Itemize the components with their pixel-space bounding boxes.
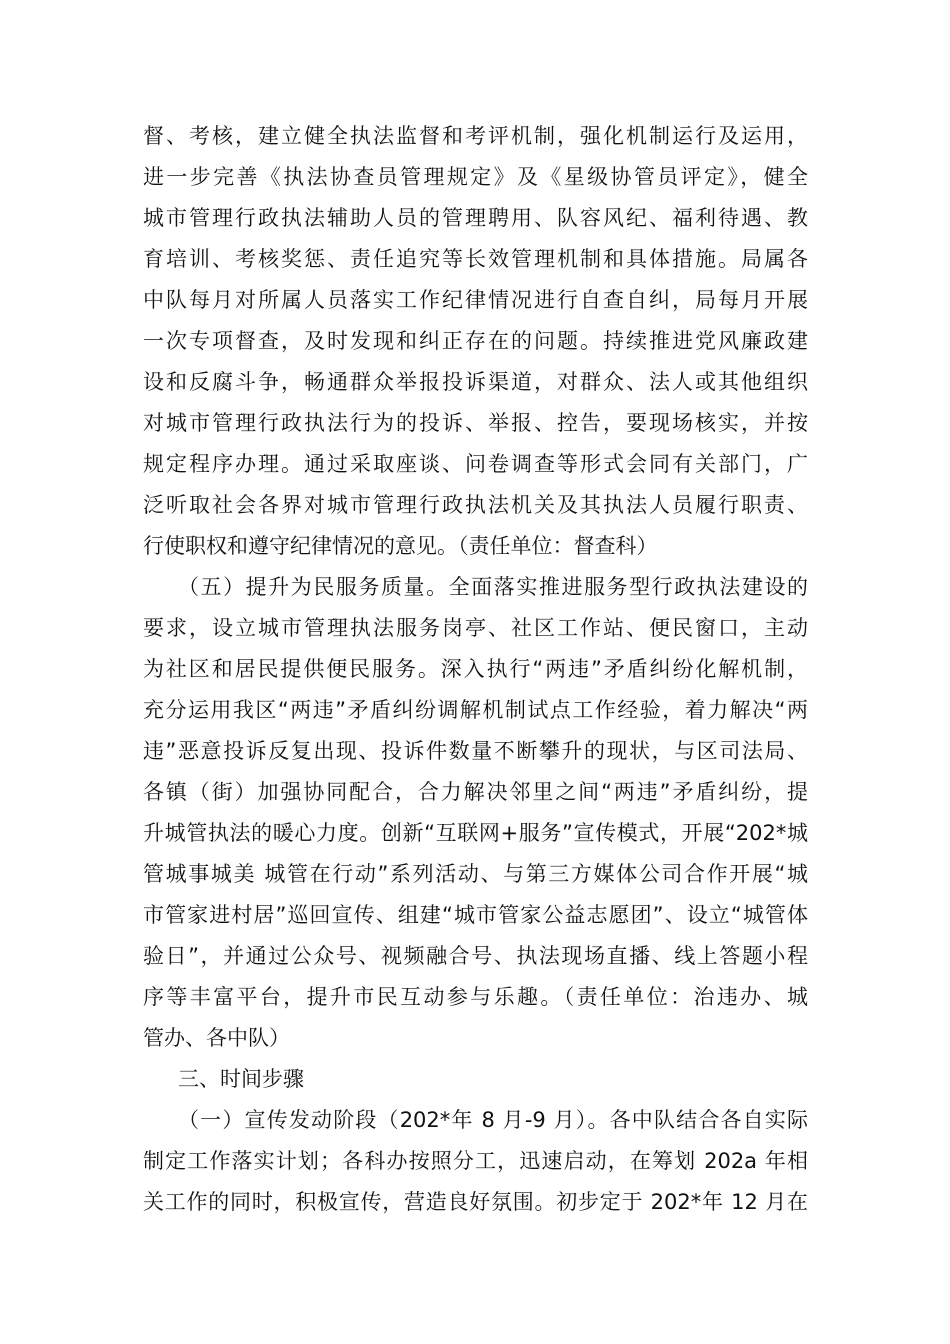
text-line: 管办、各中队） <box>143 1026 290 1050</box>
document-body <box>143 116 808 1223</box>
text-line: 充分运用我区“两违”矛盾纠纷调解机制试点工作经验，着力解决“两 <box>143 698 808 722</box>
text-line: 违”恶意投诉反复出现、投诉件数量不断攀升的现状，与区司法局、 <box>143 739 808 763</box>
text-line: 育培训、考核奖惩、责任追究等长效管理机制和具体措施。局属各 <box>143 247 808 271</box>
text-line: 各镇（街）加强协同配合，合力解决邻里之间“两违”矛盾纠纷，提 <box>143 780 808 804</box>
text-line: 城市管理行政执法辅助人员的管理聘用、队容风纪、福利待遇、教 <box>143 206 808 230</box>
text-line: 为社区和居民提供便民服务。深入执行“两违”矛盾纠纷化解机制， <box>143 657 808 681</box>
text-line: 行使职权和遵守纪律情况的意见。（责任单位：督查科） <box>143 534 658 558</box>
text-line: 设和反腐斗争，畅通群众举报投诉渠道，对群众、法人或其他组织 <box>143 370 808 394</box>
text-line: 验日”，并通过公众号、视频融合号、执法现场直播、线上答题小程 <box>143 944 808 968</box>
text-line: 关工作的同时，积极宣传，营造良好氛围。初步定于 202*年 12 月在 <box>143 1190 808 1214</box>
section-heading-line: （五）提升为民服务质量。全面落实推进服务型行政执法建设的 <box>178 575 808 599</box>
text-line: 对城市管理行政执法行为的投诉、举报、控告，要现场核实，并按 <box>143 411 808 435</box>
section-heading-line: （一）宣传发动阶段（202*年 8 月-9 月）。各中队结合各自实际 <box>178 1108 808 1132</box>
text-line: 泛听取社会各界对城市管理行政执法机关及其执法人员履行职责、 <box>143 493 808 517</box>
text-line: 升城管执法的暖心力度。创新“互联网+服务”宣传模式，开展“202*城 <box>143 821 808 845</box>
text-line: 要求，设立城市管理执法服务岗亭、社区工作站、便民窗口，主动 <box>143 616 808 640</box>
text-line: 规定程序办理。通过采取座谈、问卷调查等形式会同有关部门，广 <box>143 452 808 476</box>
text-line: 进一步完善《执法协查员管理规定》及《星级协管员评定》，健全 <box>143 165 808 189</box>
text-line: 制定工作落实计划；各科办按照分工，迅速启动，在筹划 202a 年相 <box>143 1149 808 1173</box>
text-line: 序等丰富平台，提升市民互动参与乐趣。（责任单位：治违办、城 <box>143 985 808 1009</box>
text-line: 市管家进村居”巡回宣传、组建“城市管家公益志愿团”、设立“城管体 <box>143 903 808 927</box>
section-title: 三、时间步骤 <box>178 1067 304 1091</box>
text-line: 督、考核，建立健全执法监督和考评机制，强化机制运行及运用， <box>143 124 808 148</box>
text-line: 管城事城美 城管在行动”系列活动、与第三方媒体公司合作开展“城 <box>143 862 808 886</box>
text-line: 中队每月对所属人员落实工作纪律情况进行自查自纠，局每月开展 <box>143 288 808 312</box>
text-line: 一次专项督查，及时发现和纠正存在的问题。持续推进党风廉政建 <box>143 329 808 353</box>
